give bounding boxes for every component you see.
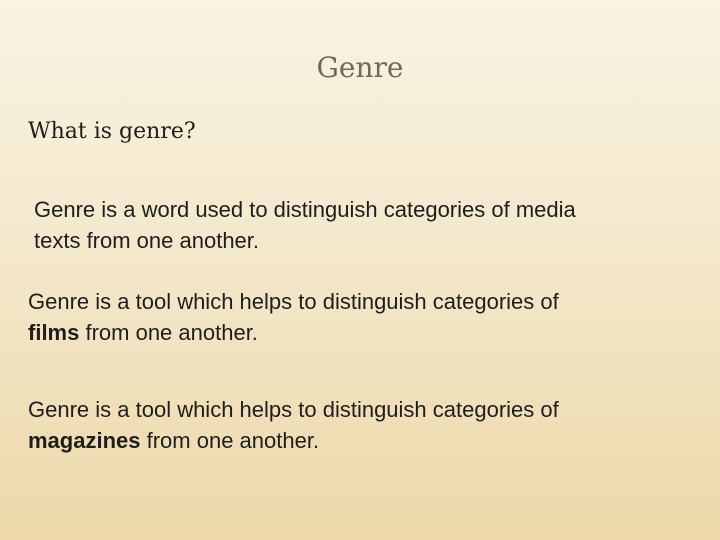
paragraph-line <box>28 425 559 456</box>
emphasis-films: films <box>28 320 80 345</box>
paragraph-media-texts <box>34 194 576 256</box>
paragraph-line: Genre is a word used to distinguish categories of media <box>34 197 576 222</box>
paragraph-films <box>28 286 559 348</box>
slide-title <box>0 50 720 86</box>
paragraph-line: Genre is a tool which helps to distinguish categories of <box>28 289 559 314</box>
emphasis-magazines: magazines <box>28 428 141 453</box>
paragraph-line: texts from one another. <box>34 228 260 253</box>
paragraph-line-rest: from one another. <box>79 320 258 345</box>
question-heading: What is genre? <box>28 119 196 144</box>
paragraph-line-rest: from one another. <box>140 428 320 453</box>
slide-title-text: Genre <box>316 51 404 84</box>
paragraph-line: Genre is a tool which helps to distinguish categories of <box>28 397 559 422</box>
paragraph-line <box>28 317 559 348</box>
paragraph-magazines <box>28 394 559 456</box>
